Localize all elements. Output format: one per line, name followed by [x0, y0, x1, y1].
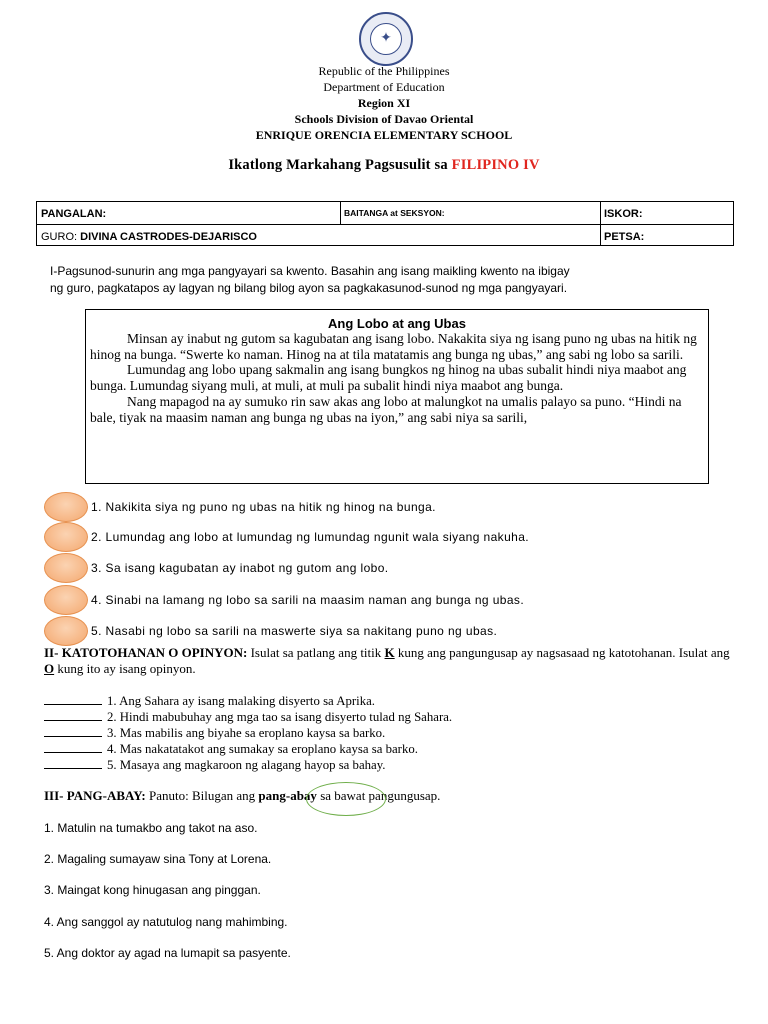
adverb-item-3[interactable]: 3. Maingat kong hinugasan ang pinggan. [44, 883, 261, 897]
fact-opinion-text: 3. Mas mabilis ang biyahe sa eroplano kaysa sa barko. [107, 726, 386, 740]
answer-oval-5[interactable] [44, 616, 88, 646]
header-school: ENRIQUE ORENCIA ELEMENTARY SCHOOL [255, 128, 513, 142]
answer-blank-4[interactable] [44, 741, 102, 753]
sequence-item-5: 5. Nasabi ng lobo sa sarili na maswerte siya sa nakitang puno ng ubas. [91, 624, 498, 638]
section1-instruction-line2: ng guro, pagkatapos ay lagyan ng bilang bilog ayon sa pagkakasunod-sunod ng mga pangyayari. [50, 281, 568, 295]
section2-instruction [44, 645, 734, 677]
answer-blank-2[interactable] [44, 709, 102, 721]
keyword-circle-mark [306, 782, 386, 816]
teacher-label: GURO: [41, 231, 78, 243]
adverb-item-5[interactable]: 5. Ang doktor ay agad na lumapit sa pasyente. [44, 946, 291, 960]
section2-instr-b: kung ang pangungusap ay nagsasaad ng katotohanan. Isulat ang [397, 645, 730, 660]
header-department: Department of Education [323, 80, 445, 94]
fact-opinion-text: 2. Hindi mabubuhay ang mga tao sa isang disyerto tulad ng Sahara. [107, 710, 453, 724]
answer-blank-1[interactable] [44, 693, 102, 705]
section3-instr-a: Panuto: Bilugan ang [148, 788, 256, 803]
answer-oval-1[interactable] [44, 492, 88, 522]
keyword-pang-abay: pang-abay [258, 788, 317, 803]
score-label: ISKOR: [604, 208, 643, 220]
letter-k: K [384, 645, 395, 660]
section2-instr-a: Isulat sa patlang ang titik [250, 645, 382, 660]
section3-heading: III- PANG-ABAY: [44, 788, 146, 803]
header-division: Schools Division of Davao Oriental [294, 112, 474, 126]
section1-instruction [50, 263, 730, 297]
deped-seal-logo: ✦ [359, 12, 413, 66]
section2-instr-c: kung ito ay isang opinyon. [57, 661, 196, 676]
sequence-item-2: 2. Lumundag ang lobo at lumundag ng lumundag ngunit wala siyang nakuha. [91, 530, 530, 544]
adverb-item-1[interactable]: 1. Matulin na tumakbo ang takot na aso. [44, 821, 258, 835]
story-title: Ang Lobo at ang Ubas [328, 316, 466, 331]
section2-heading: II- KATOTOHANAN O OPINYON: [44, 645, 248, 660]
date-label: PETSA: [604, 231, 645, 243]
story-paragraph: Lumundag ang lobo upang sakmalin ang isang bungkos ng hinog na ubas subalit hindi niya maabot ang bunga. Lumundag siyang muli, at muli, at muli pa subalit hindi niya maabot ang bunga. [90, 362, 687, 394]
teacher-field [41, 231, 257, 243]
exam-subject: FILIPINO IV [451, 157, 540, 173]
header-region: Region XI [357, 96, 411, 110]
exam-title-prefix: Ikatlong Markahang Pagsusulit sa [228, 157, 448, 173]
fact-opinion-text: 5. Masaya ang magkaroon ng alagang hayop sa bahay. [107, 758, 386, 772]
section1-instruction-line1: I-Pagsunod-sunurin ang mga pangyayari sa kwento. Basahin ang isang maikling kwento na ibigay [50, 264, 570, 278]
fact-opinion-text: 1. Ang Sahara ay isang malaking disyerto sa Aprika. [107, 694, 375, 708]
grade-section-label: BAITANGA at SEKSYON: [344, 208, 445, 218]
fact-opinion-item-2 [44, 709, 452, 725]
story-box [85, 309, 709, 484]
fact-opinion-item-1 [44, 693, 375, 709]
answer-blank-3[interactable] [44, 725, 102, 737]
fact-opinion-text: 4. Mas nakatatakot ang sumakay sa eroplano kaysa sa barko. [107, 742, 418, 756]
adverb-item-4[interactable]: 4. Ang sanggol ay natutulog nang mahimbing. [44, 915, 288, 929]
section3-instr-b: sa bawat pangungusap. [320, 788, 441, 803]
fact-opinion-item-4 [44, 741, 418, 757]
story-paragraph: Nang mapagod na ay sumuko rin saw akas ang lobo at malungkot na umalis palayo sa puno. “Hindi na bale, tiyak na maasim naman ang bunga ng ubas na iyon,” ang sabi niya sa sarili, [90, 393, 682, 425]
sequence-item-1: 1. Nakikita siya ng puno ng ubas na hitik ng hinog na bunga. [91, 500, 436, 514]
story-paragraph: Minsan ay inabut ng gutom sa kagubatan ang isang lobo. Nakakita siya ng isang puno ng ubas na hitik ng hinog na bunga. “Swerte ko naman. Hinog na at tila matatamis ang bunga ng ubas,” ang sabi ng lobo sa sarili. [90, 331, 697, 362]
answer-oval-4[interactable] [44, 585, 88, 615]
header-country: Republic of the Philippines [318, 64, 450, 78]
story-body [90, 331, 704, 425]
adverb-item-2[interactable]: 2. Magaling sumayaw sina Tony at Lorena. [44, 852, 272, 866]
answer-blank-5[interactable] [44, 757, 102, 769]
answer-oval-2[interactable] [44, 522, 88, 552]
teacher-name: DIVINA CASTRODES-DEJARISCO [80, 231, 257, 243]
sequence-item-3: 3. Sa isang kagubatan ay inabot ng gutom ang lobo. [91, 561, 389, 575]
name-label: PANGALAN: [41, 208, 107, 220]
student-info-table [36, 201, 734, 246]
fact-opinion-item-3 [44, 725, 385, 741]
letter-o: O [44, 661, 55, 676]
fact-opinion-item-5 [44, 757, 385, 773]
exam-title [0, 157, 768, 174]
answer-oval-3[interactable] [44, 553, 88, 583]
sequence-item-4: 4. Sinabi na lamang ng lobo sa sarili na maasim naman ang bunga ng ubas. [91, 593, 525, 607]
